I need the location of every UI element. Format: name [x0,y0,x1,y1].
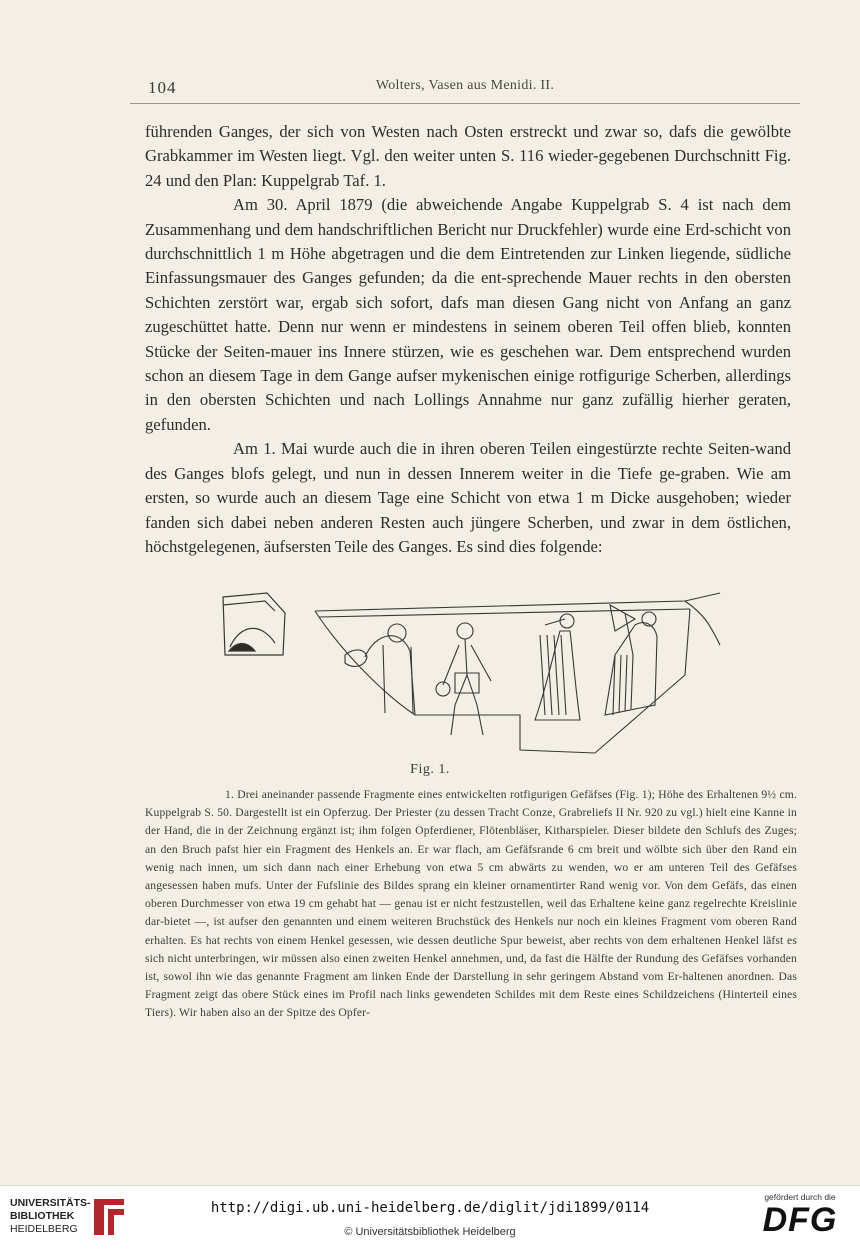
vase-fragment-drawing [215,585,735,765]
small-rim-fragment-drawing [223,593,285,655]
paragraph-1: führenden Ganges, der sich von Westen nach Osten erstreckt und zwar so, dafs die gewölbte Grabkammer im Westen liegt. Vgl. den weiter unten S. 116 wieder-gegebenen Durchschnitt Fig. 24 und den Plan: Kuppelgrab Taf. 1. [145,122,791,190]
dfg-logo: DFG [762,1201,838,1239]
main-text [145,120,791,559]
paragraph-2: Am 30. April 1879 (die abweichende Angabe Kuppelgrab S. 4 ist nach dem Zusammenhang und dem handschriftlichen Bericht nur Druckfehler) wurde eine Erd-schicht von durchschnittlich 1 m Höhe abgetragen und die dem Eintretenden zur Linken liegende, südliche Einfassungsmauer des Ganges gefunden; da die ent-sprechende Mauer rechts in den obersten Schichten zerstört war, ergab sich sofort, dafs man diesen Gang nicht von Anfang an ganz zugeschüttet hatte. Denn nur wenn er mindestens in seinem oberen Teil offen blieb, konnten Stücke der Seiten-mauer ins Innere stürzen, wie es geschehen war. Dem entsprechend wurden schon an diesem Tage in dem Gange aufser mykenischen einige rotfigurige Scherben, allerdings in den obersten Schichten und nach Lollings Annahme nur ganz zufällig hierher geraten, gefunden. [145,195,791,434]
library-name-line3: HEIDELBERG [10,1223,78,1235]
page-number: 104 [148,78,177,97]
library-name-line2: BIBLIOTHEK [10,1210,75,1222]
paragraph-3: Am 1. Mai wurde auch die in ihren oberen Teilen eingestürzte rechte Seiten-wand des Ganges blofs gelegt, und nun in dessen Innerem weiter in die Tiefe ge-graben. Wie am ersten, so wurde auch an diesem Tage eine Schicht von etwa 1 m Dicke ausgehoben; wieder fanden sich dabei neben anderen Resten auch jüngere Scherben, und zwar in dem östlichen, höchstgelegenen, äufsersten Teile des Ganges. Es sind dies folgende: [145,439,791,556]
source-url-link[interactable]: http://digi.ub.uni-heidelberg.de/diglit/jdi1899/0114 [210,1200,650,1216]
footnote-text: 1. Drei aneinander passende Fragmente eines entwickelten rotfigurigen Gefäfses (Fig. 1); Höhe des Erhaltenen 9½ cm. Kuppelgrab S. 50. Dargestellt ist ein Opferzug. Der Priester (zu dessen Tracht Conze, Grabreliefs II Nr. 920 zu vgl.) hielt eine Kanne in der Hand, die in der Zeichnung ergänzt ist; ihm folgen Opferdiener, Flötenbläser, Kitharspieler. Dieser bildete den Schlufs des Zuges; an den Bruch pafst hier ein Fragment des Henkels an. Er war flach, am Gefäfsrande 6 cm breit und wölbte sich über den Rand ein wenig nach innen, um sich dann nach einer Erhebung von etwa 5 cm abwärts zu wenden, wo er am unteren Teil des Gefäfses angesessen haben mufs. Unter der Fufslinie des Bildes sprang ein kleiner ornamentirter Rand wenig vor. Von dem Gefäfs, das einen oberen Durchmesser von etwa 19 cm gehabt hat — genau ist er nicht festzustellen, weil das Erhaltene keine ganz regelrechte Kreislinie dar-bietet —, ist aufser den genannten und einem weiteren Bruchstück des Henkels nur noch ein kleines Fragment vom oberen Rand erhalten. Es hat rechts von einem Henkel gesessen, wie dessen deutliche Spur beweist, aber rechts von dem erhaltenen Henkel läfst es sich nicht unterbringen, wir müssen also einen zweiten Henkel annehmen, und, da fast die Hälfte der Rundung des Gefäfses vorhanden ist, sowol ihn wie das genannte Fragment am linken Ende der Darstellung in sehr geringem Abstand vom Er-haltenen anordnen. Das Fragment zeigt das obere Stück eines im Profil nach links gewendeten Schildes mit dem Reste eines Schildzeichens (Hinterteil eines Tiers). Wir haben also an der Spitze des Opfer- [145,788,797,1020]
funding-note: gefördert durch die [764,1192,836,1202]
dfg-funding-badge[interactable] [750,1192,850,1244]
digitization-footer [0,1185,860,1250]
figure-caption: Fig. 1. [410,762,450,777]
library-name-line1: UNIVERSITÄTS- [10,1197,91,1209]
copyright-notice: © Universitätsbibliothek Heidelberg [344,1226,516,1238]
running-title: Wolters, Vasen aus Menidi. II. [375,78,555,93]
main-fragment-drawing [315,593,720,753]
page-header [130,73,800,104]
footnote [145,786,797,1023]
